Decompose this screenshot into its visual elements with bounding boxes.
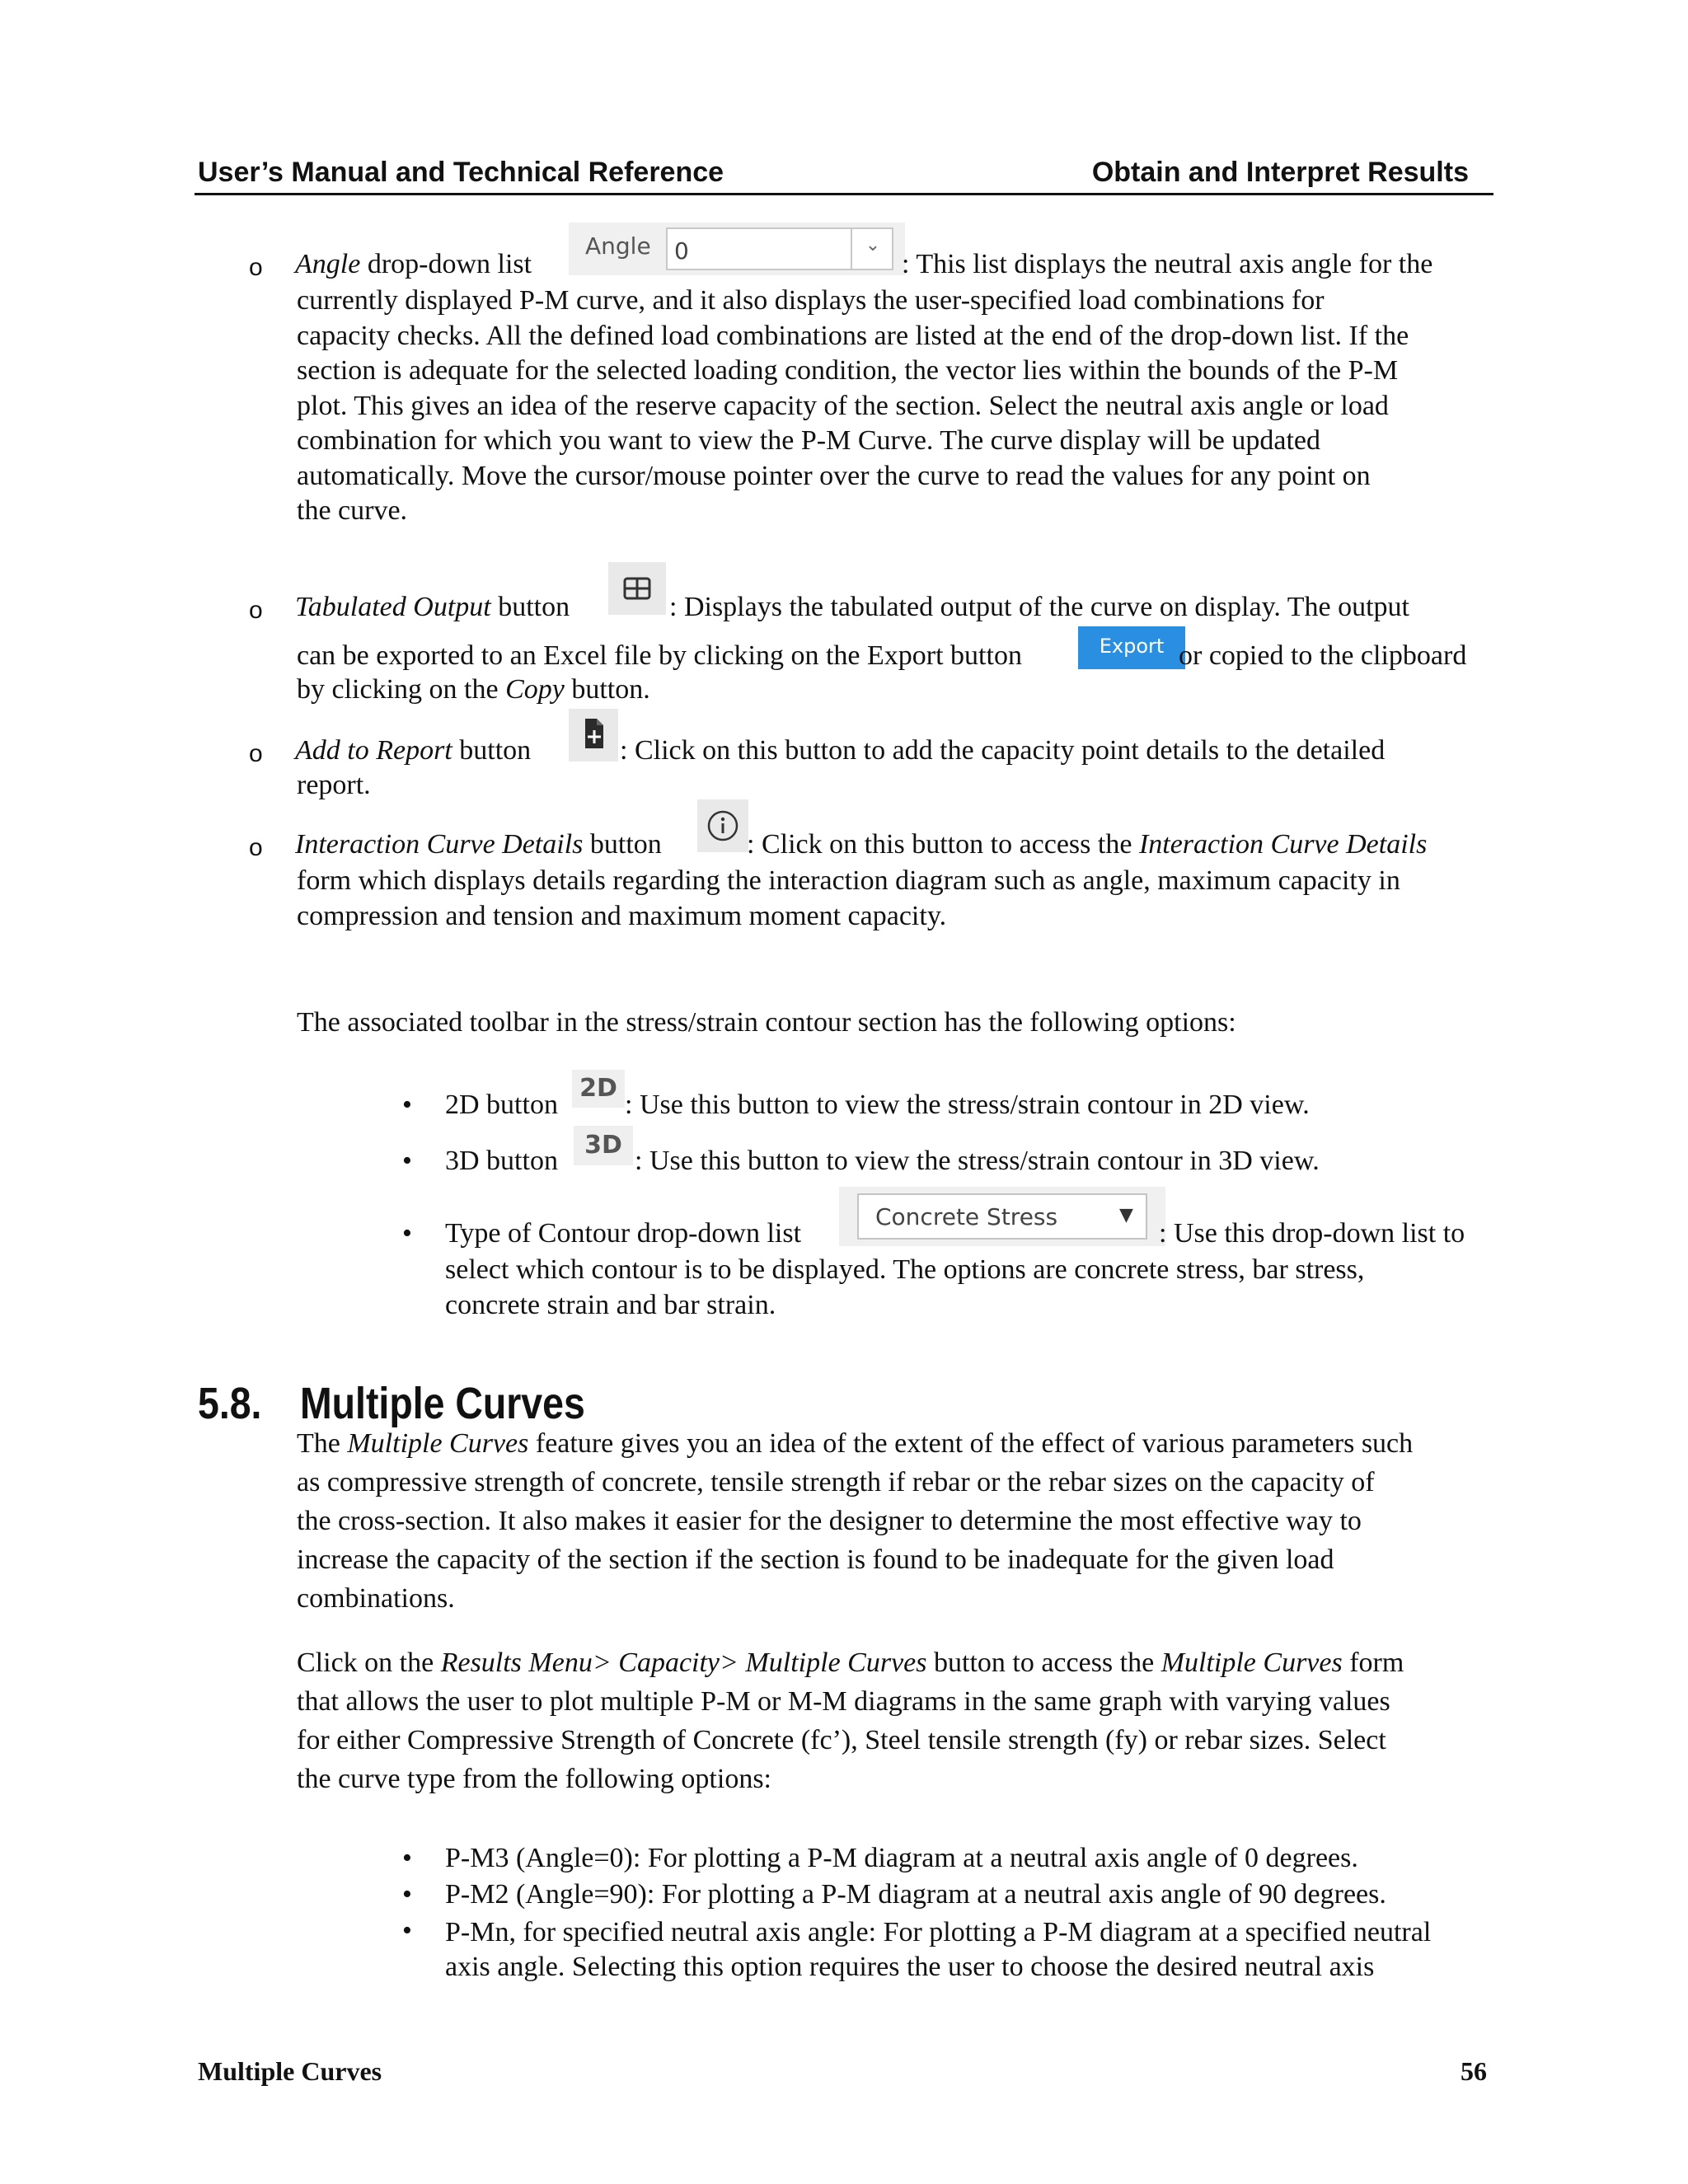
p2-line xyxy=(297,1643,1493,1682)
contour-body xyxy=(445,1253,1493,1323)
bullet-dot: • xyxy=(402,1218,412,1249)
tabulated-name: Tabulated Output xyxy=(295,592,491,622)
section-number: 5.8. xyxy=(198,1379,262,1428)
page-number: 56 xyxy=(1461,2056,1487,2086)
dropdown-arrow-icon[interactable]: ▼ xyxy=(1119,1205,1133,1226)
angle-body-line: currently displayed P-M curve, and it also displays the user-specified load combinations for xyxy=(297,285,1325,316)
option-item-multiline xyxy=(445,1915,1493,1985)
header-rule xyxy=(195,193,1493,195)
angle-body-line: the curve. xyxy=(297,495,408,526)
angle-dropdown-value: 0 xyxy=(674,237,689,265)
bullet-dot: • xyxy=(402,1090,412,1120)
btn3d-rest: : Use this button to view the stress/strain contour in 3D view. xyxy=(635,1146,1320,1176)
tabulated-output-button[interactable] xyxy=(608,562,666,615)
angle-body xyxy=(297,284,1493,529)
contour-rest: : Use this drop-down list to xyxy=(1159,1218,1465,1249)
add-report-lead-text: button xyxy=(452,735,532,766)
interaction-line1-rest xyxy=(747,829,1427,860)
p1-line: increase the capacity of the section if the section is found to be inadequate for the given load xyxy=(297,1544,1334,1575)
angle-lead xyxy=(295,249,532,280)
bullet-marker: o xyxy=(249,834,263,861)
p2-line1-c: form xyxy=(1342,1647,1404,1678)
btn3d-lead: 3D button xyxy=(445,1146,558,1176)
table-icon xyxy=(608,562,666,615)
p1-line xyxy=(297,1424,1493,1463)
interaction-line1-rest-a: : Click on this button to access the xyxy=(747,829,1139,860)
tabulated-lead xyxy=(295,592,570,623)
multiple-curves-form-name: Multiple Curves xyxy=(1160,1647,1343,1678)
interaction-line1-rest-i: Interaction Curve Details xyxy=(1138,829,1428,860)
p1-line1-b: feature gives you an idea of the extent of the effect of various parameters such xyxy=(528,1428,1414,1459)
interaction-body-line: form which displays details regarding the interaction diagram such as angle, maximum capacity in xyxy=(297,865,1400,896)
view-3d-button[interactable]: 3D xyxy=(574,1126,633,1165)
tabulated-line1-rest: : Displays the tabulated output of the curve on display. The output xyxy=(669,592,1409,622)
contour-body-line: select which contour is to be displayed. The options are concrete stress, bar stress, xyxy=(445,1254,1365,1285)
bullet-marker: o xyxy=(249,597,263,624)
tabulated-line3-b: button. xyxy=(564,674,650,705)
footer-left: Multiple Curves xyxy=(198,2056,382,2086)
p2-line: for either Compressive Strength of Concrete (fc’), Steel tensile strength (fy) or rebar sizes. Select xyxy=(297,1725,1386,1755)
btn2d-rest: : Use this button to view the stress/strain contour in 2D view. xyxy=(625,1090,1310,1120)
option-item: P-M3 (Angle=0): For plotting a P-M diagram at a neutral axis angle of 0 degrees. xyxy=(445,1843,1358,1873)
bullet-marker: o xyxy=(249,254,263,281)
bullet-dot: • xyxy=(402,1146,412,1176)
angle-body-line: automatically. Move the cursor/mouse pointer over the curve to read the values for any point on xyxy=(297,460,1371,491)
add-report-line2: report. xyxy=(297,770,371,800)
interaction-lead-text: button xyxy=(583,829,662,860)
angle-name: Angle xyxy=(295,249,361,279)
angle-body-line: capacity checks. All the defined load combinations are listed at the end of the drop-down list. If the xyxy=(297,320,1409,351)
interaction-body-line: compression and tension and maximum moment capacity. xyxy=(297,900,947,931)
angle-body-line: section is adequate for the selected loading condition, the vector lies within the bounds of the P-M xyxy=(297,355,1399,386)
btn2d-lead: 2D button xyxy=(445,1090,558,1120)
copy-button-name: Copy xyxy=(505,674,565,705)
angle-lead-text: drop-down list xyxy=(360,249,532,279)
bullet-dot: • xyxy=(402,1915,412,1946)
contour-type-value: Concrete Stress xyxy=(875,1203,1058,1230)
p1-line: as compressive strength of concrete, tensile strength if rebar or the rebar sizes on the capacity of xyxy=(297,1467,1375,1497)
bullet-dot: • xyxy=(402,1879,412,1910)
p2-line1-a: Click on the xyxy=(297,1647,441,1678)
angle-line1-rest: : This list displays the neutral axis angle for the xyxy=(902,249,1433,279)
bullet-dot: • xyxy=(402,1843,412,1873)
header-left: User’s Manual and Technical Reference xyxy=(198,157,724,188)
p1-line1-i: Multiple Curves xyxy=(347,1428,529,1459)
tabulated-line2-a: can be exported to an Excel file by clicking on the Export button xyxy=(297,640,1022,671)
angle-widget-label: Angle xyxy=(585,232,651,260)
contour-lead: Type of Contour drop-down list xyxy=(445,1218,802,1249)
interaction-lead xyxy=(295,829,662,860)
tabulated-line3 xyxy=(297,674,650,705)
interaction-body xyxy=(297,864,1493,934)
option-line: axis angle. Selecting this option requires the user to choose the desired neutral axis xyxy=(445,1952,1375,1982)
section-paragraph-2 xyxy=(297,1643,1493,1798)
info-icon xyxy=(697,799,748,852)
section-paragraph-1 xyxy=(297,1424,1493,1618)
angle-body-line: combination for which you want to view the P-M Curve. The curve display will be updated xyxy=(297,425,1320,456)
p2-line: the curve type from the following options: xyxy=(297,1764,771,1794)
p2-line1-b: button to access the xyxy=(926,1647,1161,1678)
header-right: Obtain and Interpret Results xyxy=(1091,157,1469,188)
option-line: P-Mn, for specified neutral axis angle: For plotting a P-M diagram at a specified neutral xyxy=(445,1917,1432,1947)
angle-body-line: plot. This gives an idea of the reserve capacity of the section. Select the neutral axis angle or load xyxy=(297,390,1389,421)
add-report-lead xyxy=(295,735,531,766)
add-to-report-button[interactable] xyxy=(569,709,618,762)
p1-line: the cross-section. It also makes it easier for the designer to determine the most effective way to xyxy=(297,1506,1362,1536)
interaction-name: Interaction Curve Details xyxy=(295,829,584,860)
add-report-line1-rest: : Click on this button to add the capacity point details to the detailed xyxy=(620,735,1386,766)
tabulated-lead-text: button xyxy=(490,592,570,622)
interaction-curve-details-button[interactable] xyxy=(697,799,748,852)
p1-line1-a: The xyxy=(297,1428,348,1459)
results-menu-path: Results Menu> Capacity> Multiple Curves xyxy=(440,1647,927,1678)
toolbar-intro: The associated toolbar in the stress/strain contour section has the following options: xyxy=(297,1007,1236,1038)
tabulated-line2-b: or copied to the clipboard xyxy=(1179,640,1467,671)
tabulated-line3-a: by clicking on the xyxy=(297,674,506,705)
section-title: Multiple Curves xyxy=(300,1379,585,1428)
contour-body-line: concrete strain and bar strain. xyxy=(445,1289,776,1320)
p2-line: that allows the user to plot multiple P-M or M-M diagrams in the same graph with varying values xyxy=(297,1686,1390,1717)
add-file-icon xyxy=(569,709,618,762)
bullet-marker: o xyxy=(249,740,263,767)
option-item: P-M2 (Angle=90): For plotting a P-M diagram at a neutral axis angle of 90 degrees. xyxy=(445,1879,1386,1910)
view-2d-button[interactable]: 2D xyxy=(572,1070,625,1108)
export-button[interactable]: Export xyxy=(1078,626,1185,669)
add-report-name: Add to Report xyxy=(295,735,452,766)
chevron-down-icon[interactable]: ⌄ xyxy=(851,227,893,270)
p1-line: combinations. xyxy=(297,1583,455,1614)
